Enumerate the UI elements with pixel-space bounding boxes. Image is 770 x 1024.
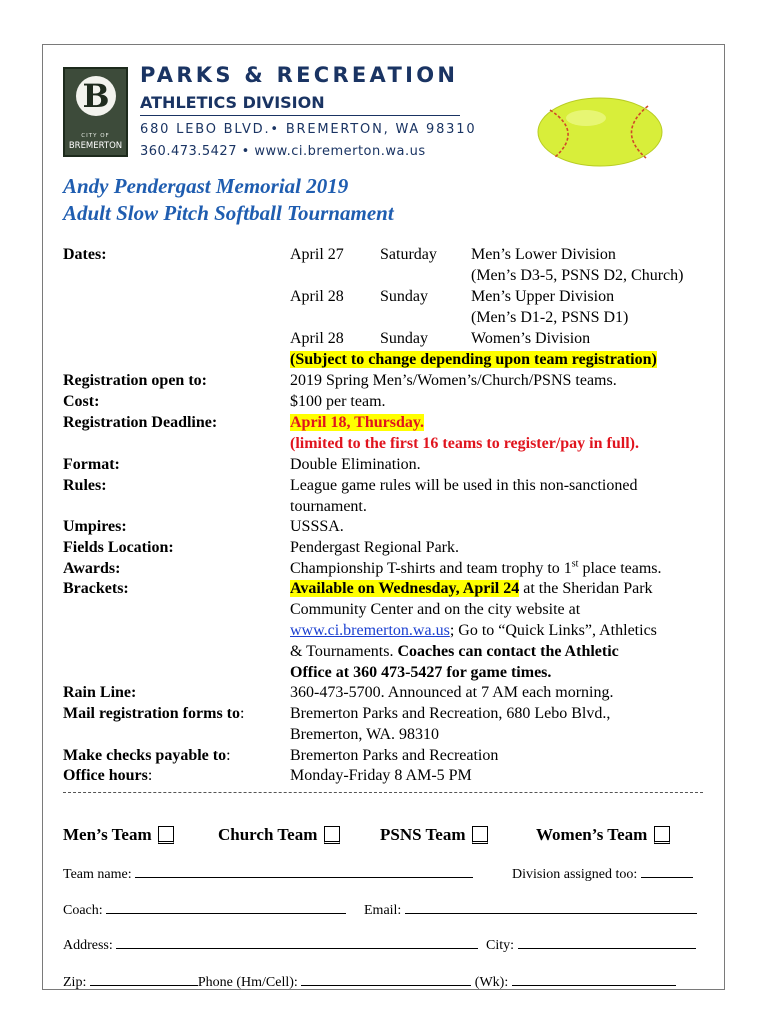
brackets-line1 <box>290 579 653 599</box>
brackets-date: Available on Wednesday, April 24 <box>290 580 520 597</box>
brackets-directions: ; Go to “Quick Links”, Athletics <box>449 622 657 639</box>
deadline-note: (limited to the first 16 teams to register/pay in full). <box>290 435 639 452</box>
logo-emblem <box>76 76 116 116</box>
logo-city-name: BREMERTON <box>68 141 123 151</box>
psns-team-label: PSNS Team <box>380 825 466 844</box>
city-field[interactable] <box>518 935 696 949</box>
schedule-note <box>290 350 657 370</box>
umpires-value: USSSA. <box>290 518 344 535</box>
rain-line-value: 360-473-5700. Announced at 7 AM each morning. <box>290 684 614 701</box>
email-row <box>364 900 697 920</box>
checks-label-colon: : <box>226 747 231 764</box>
team-name-field[interactable] <box>135 864 473 878</box>
dates-label: Dates: <box>63 246 107 263</box>
awards-label: Awards: <box>63 560 121 577</box>
division-subtitle: ATHLETICS DIVISION <box>140 93 325 112</box>
registration-value: 2019 Spring Men’s/Women’s/Church/PSNS teams. <box>290 372 617 389</box>
department-title: PARKS & RECREATION <box>140 63 459 87</box>
cost-label: Cost: <box>63 393 100 410</box>
coach-label: Coach: <box>63 903 103 918</box>
brackets-line3 <box>290 621 657 641</box>
mail-address-line1: Bremerton Parks and Recreation, 680 Lebo Blvd., <box>290 705 611 722</box>
fields-value: Pendergast Regional Park. <box>290 539 460 556</box>
schedule-note-text: (Subject to change depending upon team registration) <box>290 351 657 368</box>
division-label: Division assigned too: <box>512 867 638 882</box>
mens-team-option[interactable] <box>63 825 174 845</box>
schedule-date: April 27 <box>290 246 344 263</box>
schedule-division-note: (Men’s D1-2, PSNS D1) <box>471 309 629 326</box>
division-field[interactable] <box>641 864 693 878</box>
brackets-location: at the Sheridan Park <box>519 580 653 597</box>
header-rule <box>140 115 460 116</box>
mens-team-label: Men’s Team <box>63 825 152 844</box>
rules-value-line1: League game rules will be used in this non-sanctioned <box>290 477 638 494</box>
schedule-division: Men’s Upper Division <box>471 288 615 305</box>
format-label: Format: <box>63 456 120 473</box>
coach-row <box>63 900 346 920</box>
umpires-label: Umpires: <box>63 518 127 535</box>
womens-team-option[interactable] <box>536 825 670 845</box>
event-title-line1: Andy Pendergast Memorial 2019 <box>63 174 349 198</box>
registration-label: Registration open to: <box>63 372 207 389</box>
zip-label: Zip: <box>63 975 87 990</box>
coaches-contact-text: Coaches can contact the Athletic <box>397 643 619 660</box>
city-row <box>486 935 696 955</box>
mail-label-colon: : <box>240 705 245 722</box>
mens-team-checkbox[interactable] <box>158 826 174 844</box>
mail-address-line2: Bremerton, WA. 98310 <box>290 726 440 743</box>
psns-team-option[interactable] <box>380 825 488 845</box>
schedule-date: April 28 <box>290 288 344 305</box>
brackets-tournaments: & Tournaments. <box>290 643 398 660</box>
deadline-label: Registration Deadline: <box>63 414 218 431</box>
city-logo <box>63 67 128 157</box>
fields-label: Fields Location: <box>63 539 174 556</box>
brackets-line2: Community Center and on the city website at <box>290 601 581 618</box>
checks-label-text: Make checks payable to <box>63 747 227 764</box>
address-row <box>63 935 478 955</box>
deadline-date: April 18, Thursday. <box>290 414 424 431</box>
coach-field[interactable] <box>106 900 346 914</box>
email-field[interactable] <box>405 900 697 914</box>
schedule-day: Sunday <box>380 330 428 347</box>
department-address: 680 LEBO BLVD.• BREMERTON, WA 98310 <box>140 122 477 137</box>
work-phone-label: (Wk): <box>474 975 509 990</box>
schedule-day: Saturday <box>380 246 437 263</box>
softball-icon <box>536 96 664 168</box>
rain-line-label: Rain Line: <box>63 684 137 701</box>
awards-superscript: st <box>571 558 579 570</box>
hours-value: Monday-Friday 8 AM-5 PM <box>290 767 472 784</box>
phone-field[interactable] <box>301 972 471 986</box>
womens-team-label: Women’s Team <box>536 825 648 844</box>
checks-label <box>63 746 231 766</box>
schedule-division: Women’s Division <box>471 330 591 347</box>
cut-line-divider <box>63 792 703 793</box>
rules-value-line2: tournament. <box>290 498 367 515</box>
division-row <box>512 864 693 884</box>
zip-field[interactable] <box>90 972 198 986</box>
mail-label-text: Mail registration forms to <box>63 705 240 722</box>
schedule-day: Sunday <box>380 288 428 305</box>
awards-text: Championship T-shirts and team trophy to 1 <box>290 560 572 577</box>
email-label: Email: <box>364 903 402 918</box>
phone-label: Phone (Hm/Cell): <box>197 975 298 990</box>
womens-team-checkbox[interactable] <box>654 826 670 844</box>
brackets-line5: Office at 360 473-5427 for game times. <box>290 664 552 681</box>
church-team-option[interactable] <box>218 825 340 845</box>
department-contact: 360.473.5427 • www.ci.bremerton.wa.us <box>140 144 426 159</box>
contact-row <box>63 972 676 992</box>
awards-value <box>290 559 662 579</box>
deadline-value <box>290 413 424 433</box>
awards-text-end: place teams. <box>578 560 662 577</box>
address-field[interactable] <box>116 935 478 949</box>
brackets-label: Brackets: <box>63 580 129 597</box>
schedule-division-note: (Men’s D3-5, PSNS D2, Church) <box>471 267 684 284</box>
schedule-date: April 28 <box>290 330 344 347</box>
checks-value: Bremerton Parks and Recreation <box>290 747 499 764</box>
work-phone-field[interactable] <box>512 972 676 986</box>
logo-city-label: CITY OF <box>81 133 110 139</box>
church-team-checkbox[interactable] <box>324 826 340 844</box>
format-value: Double Elimination. <box>290 456 421 473</box>
hours-label <box>63 766 152 786</box>
mail-label <box>63 704 244 724</box>
event-title-line2: Adult Slow Pitch Softball Tournament <box>63 201 394 225</box>
psns-team-checkbox[interactable] <box>472 826 488 844</box>
hours-label-colon: : <box>147 767 153 784</box>
address-label: Address: <box>63 938 113 953</box>
logo-letter: B <box>82 77 110 115</box>
hours-label-text: Office hours <box>63 767 148 784</box>
church-team-label: Church Team <box>218 825 318 844</box>
team-name-label: Team name: <box>63 867 132 882</box>
team-name-row <box>63 864 473 884</box>
city-label: City: <box>486 938 515 953</box>
schedule-division: Men’s Lower Division <box>471 246 616 263</box>
cost-value: $100 per team. <box>290 393 386 410</box>
website-link[interactable]: www.ci.bremerton.wa.us <box>290 622 450 639</box>
rules-label: Rules: <box>63 477 107 494</box>
brackets-line4 <box>290 642 619 662</box>
